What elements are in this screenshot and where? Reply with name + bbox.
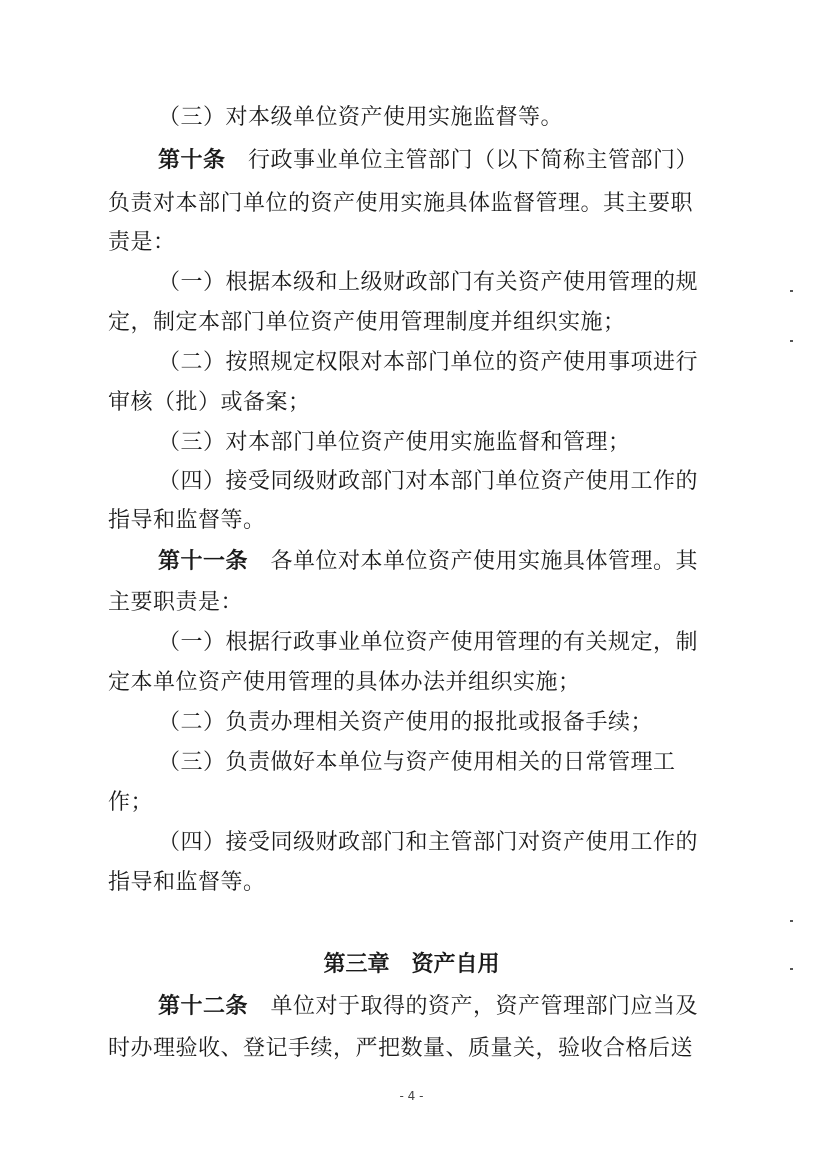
line-text: 时办理验收、登记手续，严把数量、质量关，验收合格后送 bbox=[108, 1036, 694, 1061]
article-number: 第十条 bbox=[158, 148, 226, 173]
line-text: （四）接受同级财政部门对本部门单位资产使用工作的 bbox=[158, 469, 699, 494]
line-text: （三）对本部门单位资产使用实施监督和管理； bbox=[158, 430, 631, 455]
paragraph-line bbox=[0, 868, 823, 898]
paragraph-line bbox=[0, 788, 823, 818]
paragraph-line bbox=[0, 588, 823, 618]
line-text: 定，制定本部门单位资产使用管理制度并组织实施； bbox=[108, 310, 626, 335]
paragraph-line bbox=[0, 828, 823, 858]
scan-margin-mark bbox=[790, 340, 793, 342]
paragraph-line bbox=[0, 428, 823, 458]
line-text: （二）负责办理相关资产使用的报批或报备手续； bbox=[158, 710, 654, 735]
scan-margin-mark bbox=[790, 968, 793, 970]
line-text: 审核（批）或备案； bbox=[108, 390, 311, 415]
paragraph-line bbox=[0, 748, 823, 778]
paragraph-line bbox=[0, 103, 823, 133]
paragraph-line bbox=[0, 547, 823, 577]
line-text: （三）对本级单位资产使用实施监督等。 bbox=[158, 105, 564, 130]
line-text: 主要职责是： bbox=[108, 590, 244, 615]
article-number: 第十二条 bbox=[158, 994, 249, 1019]
line-text: （一）根据本级和上级财政部门有关资产使用管理的规 bbox=[158, 270, 699, 295]
line-text: 责是： bbox=[108, 230, 176, 255]
paragraph-line bbox=[0, 189, 823, 219]
article-number: 第十一条 bbox=[158, 549, 249, 574]
line-text: （一）根据行政事业单位资产使用管理的有关规定，制 bbox=[158, 630, 699, 655]
line-text: （四）接受同级财政部门和主管部门对资产使用工作的 bbox=[158, 830, 699, 855]
line-text: 指导和监督等。 bbox=[108, 508, 266, 533]
scan-margin-mark bbox=[790, 920, 793, 922]
paragraph-line bbox=[0, 348, 823, 378]
line-text: （二）按照规定权限对本部门单位的资产使用事项进行 bbox=[158, 350, 699, 375]
paragraph-line bbox=[0, 1034, 823, 1064]
paragraph-line bbox=[0, 146, 823, 176]
paragraph-line bbox=[0, 228, 823, 258]
paragraph-line bbox=[0, 668, 823, 698]
line-text: （三）负责做好本单位与资产使用相关的日常管理工 bbox=[158, 750, 676, 775]
line-text: 行政事业单位主管部门（以下简称主管部门） bbox=[225, 148, 699, 173]
paragraph-line bbox=[0, 506, 823, 536]
line-text: 各单位对本单位资产使用实施具体管理。其 bbox=[248, 549, 699, 574]
chapter-heading: 第三章 资产自用 bbox=[323, 952, 500, 977]
paragraph-line bbox=[0, 268, 823, 298]
paragraph-line bbox=[0, 388, 823, 418]
paragraph-line bbox=[0, 628, 823, 658]
line-text: 指导和监督等。 bbox=[108, 870, 266, 895]
line-text: 定本单位资产使用管理的具体办法并组织实施； bbox=[108, 670, 581, 695]
line-text: 单位对于取得的资产，资产管理部门应当及 bbox=[248, 994, 699, 1019]
paragraph-line bbox=[0, 308, 823, 338]
page-number: - 4 - bbox=[399, 1089, 424, 1103]
paragraph-line bbox=[0, 708, 823, 738]
scan-margin-mark bbox=[790, 290, 793, 292]
line-text: 作； bbox=[108, 790, 154, 815]
paragraph-line bbox=[0, 467, 823, 497]
line-text: 负责对本部门单位的资产使用实施具体监督管理。其主要职 bbox=[108, 191, 694, 216]
paragraph-line bbox=[0, 992, 823, 1022]
